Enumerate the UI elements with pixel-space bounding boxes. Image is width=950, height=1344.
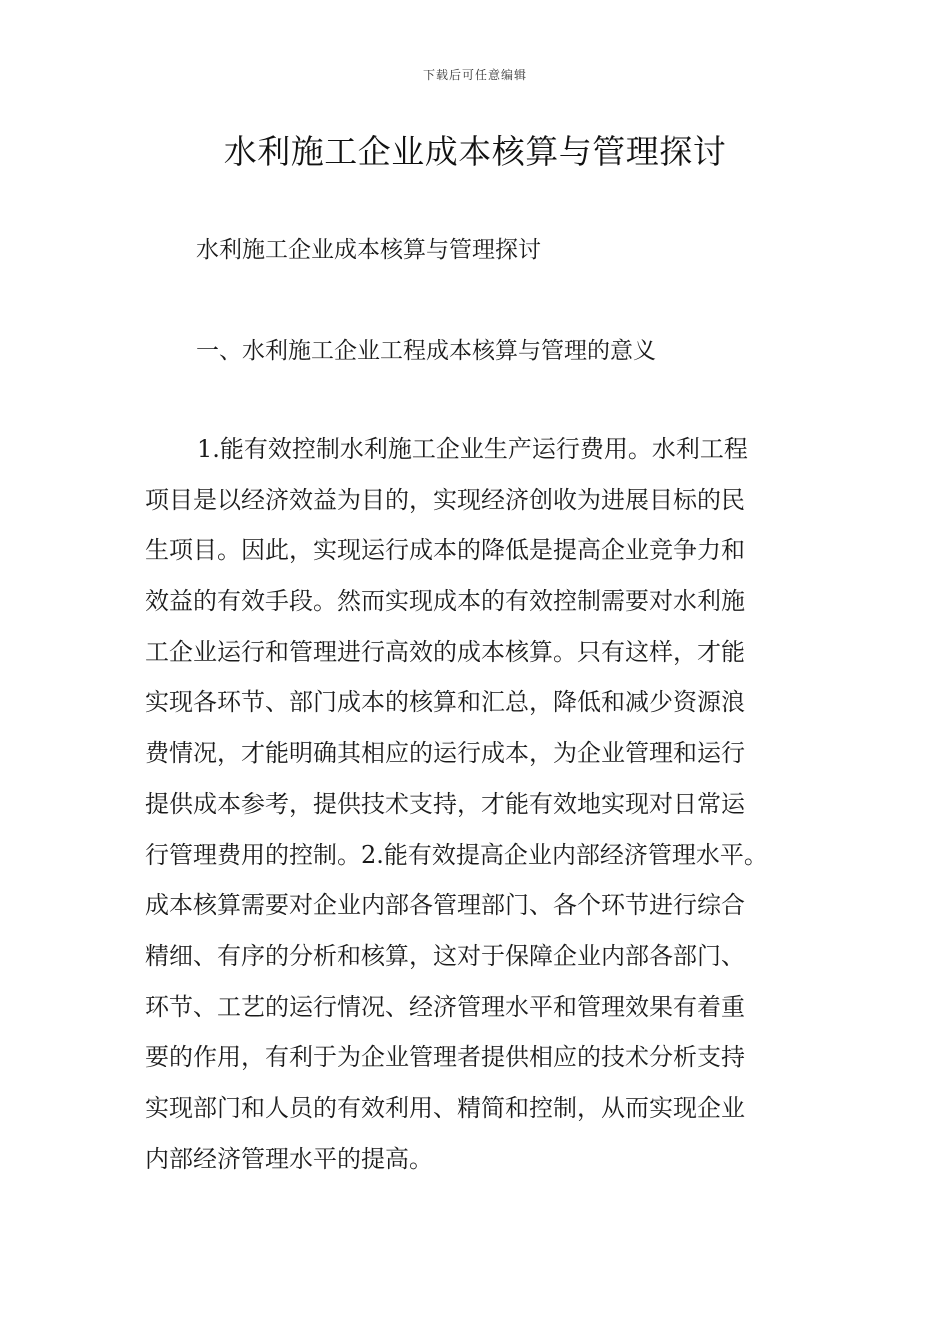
body-paragraph bbox=[145, 427, 825, 1187]
paragraph-line: 要的作用，有利于为企业管理者提供相应的技术分析支持 bbox=[145, 1043, 745, 1072]
paragraph-line: 成本核算需要对企业内部各管理部门、各个环节进行综合 bbox=[145, 891, 745, 920]
paragraph-line: 精细、有序的分析和核算，这对于保障企业内部各部门、 bbox=[145, 941, 745, 970]
paragraph-line: 1.能有效控制水利施工企业生产运行费用。水利工程 bbox=[197, 435, 748, 463]
paragraph-line: 生项目。因此，实现运行成本的降低是提高企业竞争力和 bbox=[145, 536, 745, 565]
paragraph-line: 效益的有效手段。然而实现成本的有效控制需要对水利施 bbox=[145, 587, 745, 616]
paragraph-line: 费情况，才能明确其相应的运行成本，为企业管理和运行 bbox=[145, 739, 745, 768]
paragraph-line: 实现部门和人员的有效利用、精简和控制，从而实现企业 bbox=[145, 1093, 745, 1122]
section-heading: 一、水利施工企业工程成本核算与管理的意义 bbox=[196, 338, 656, 364]
paragraph-line: 项目是以经济效益为目的，实现经济创收为进展目标的民 bbox=[145, 485, 745, 514]
page-header-note: 下载后可任意编辑 bbox=[422, 68, 527, 82]
paragraph-line: 环节、工艺的运行情况、经济管理水平和管理效果有着重 bbox=[145, 992, 745, 1021]
paragraph-line: 内部经济管理水平的提高。 bbox=[145, 1144, 433, 1173]
paragraph-line: 工企业运行和管理进行高效的成本核算。只有这样，才能 bbox=[145, 637, 745, 666]
paragraph-line: 实现各环节、部门成本的核算和汇总，降低和减少资源浪 bbox=[145, 688, 745, 717]
document-title: 水利施工企业成本核算与管理探讨 bbox=[223, 132, 727, 171]
document-subtitle: 水利施工企业成本核算与管理探讨 bbox=[196, 237, 541, 263]
paragraph-line: 提供成本参考，提供技术支持，才能有效地实现对日常运 bbox=[145, 789, 745, 818]
paragraph-line: 行管理费用的控制。2.能有效提高企业内部经济管理水平。 bbox=[145, 840, 768, 869]
